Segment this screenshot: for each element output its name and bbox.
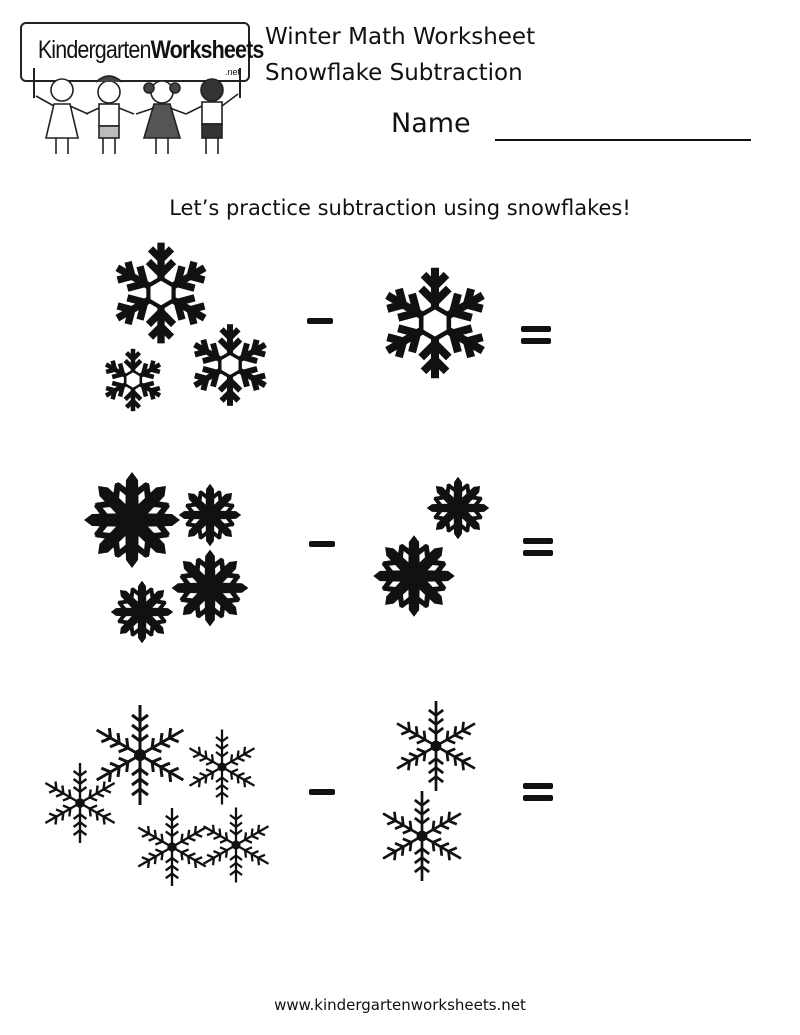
logo-suffix: .net	[224, 67, 240, 77]
problem-1-subtrahend-snowflakes	[375, 262, 495, 384]
problem-3-minuend-snowflakes	[40, 705, 280, 890]
snowflake-icon	[172, 550, 249, 627]
snowflake-icon	[201, 808, 272, 883]
name-label: Name	[391, 108, 471, 139]
snowflake-icon	[84, 472, 180, 568]
problem-1-minuend-snowflakes	[95, 238, 280, 418]
snowflake-icon	[111, 581, 173, 643]
problem-3-subtrahend-snowflakes	[372, 700, 492, 890]
kid-figure	[36, 79, 88, 154]
snowflake-icon	[427, 477, 489, 539]
instructions: Let’s practice subtraction using snowflakes!	[169, 196, 631, 220]
logo-wordmark: KindergartenWorksheets	[37, 36, 264, 64]
worksheet-subtitle: Snowflake Subtraction	[265, 60, 523, 86]
snowflake-icon	[380, 268, 489, 378]
equals-sign	[523, 538, 553, 556]
snowflake-icon	[190, 324, 271, 406]
snowflake-icon	[111, 243, 211, 344]
name-field-line[interactable]	[495, 139, 751, 141]
snowflake-icon	[135, 808, 209, 886]
logo	[14, 12, 264, 162]
snowflake-icon	[179, 484, 241, 546]
footer-url[interactable]: www.kindergartenworksheets.net	[274, 996, 526, 1014]
snowflake-icon	[393, 701, 478, 791]
problem-2-minuend-snowflakes	[82, 470, 257, 650]
snowflake-icon	[373, 535, 455, 617]
problem-2-subtrahend-snowflakes	[372, 472, 497, 622]
minus-sign	[309, 541, 335, 547]
equals-sign	[523, 783, 553, 801]
minus-sign	[307, 318, 333, 324]
snowflake-icon	[187, 730, 258, 805]
minus-sign	[309, 789, 335, 795]
equals-sign	[521, 326, 551, 344]
snowflake-icon	[102, 349, 164, 411]
worksheet-title: Winter Math Worksheet	[265, 24, 536, 50]
snowflake-icon	[379, 791, 464, 881]
kids-illustration	[14, 68, 254, 162]
